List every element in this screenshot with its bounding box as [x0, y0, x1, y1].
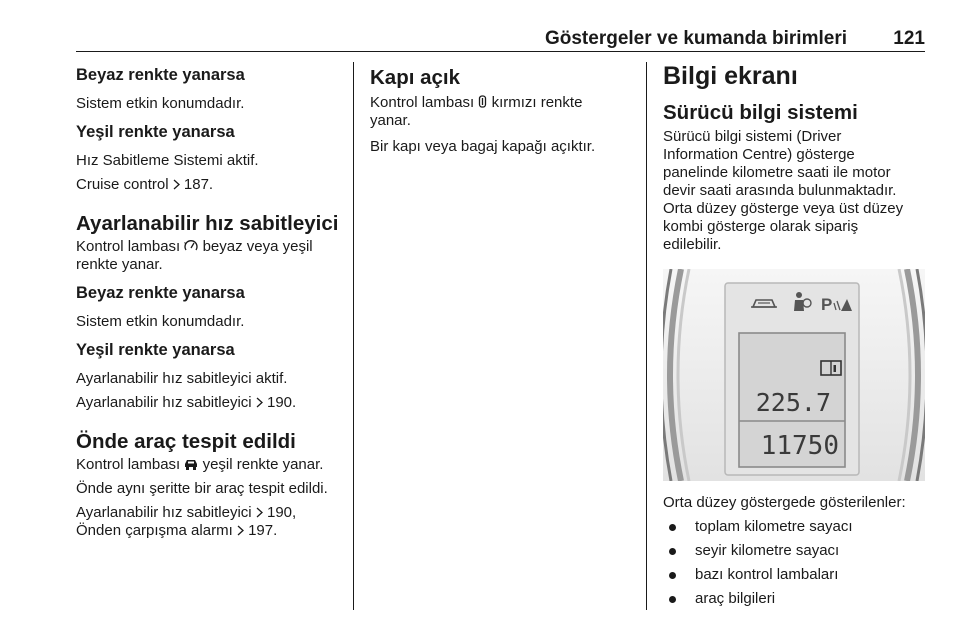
heading-info-display: Bilgi ekranı	[663, 62, 798, 90]
text-vehicle-lamp-b: yeşil renkte yanar.	[202, 456, 324, 473]
heading-driver-info-centre: Sürücü bilgi sistemi	[663, 101, 858, 124]
page-ref-arrow-icon[interactable]	[173, 179, 180, 190]
text-white-2: Sistem etkin konumdadır.	[76, 313, 245, 330]
text-vehicle-ref-label-2: Önden çarpışma alarmı	[76, 522, 233, 539]
text-dic-line: Sürücü bilgi sistemi (Driver	[663, 128, 842, 145]
list-item-text: bazı kontrol lambaları	[695, 566, 839, 583]
text-adaptive-lamp	[76, 238, 344, 274]
text-dic-line: devir saati arasında bulunmaktadır.	[663, 182, 897, 199]
column-2	[370, 62, 632, 156]
instrument-cluster-figure	[663, 269, 925, 481]
bullet-icon	[669, 596, 676, 603]
header-rule	[76, 51, 925, 52]
bullet-icon	[669, 548, 676, 555]
bullet-icon	[669, 572, 676, 579]
heading-door-open: Kapı açık	[370, 66, 461, 89]
column-divider-2	[646, 62, 647, 610]
text-door-lamp	[370, 94, 632, 130]
link-page-190[interactable]: 190.	[266, 394, 297, 411]
list-item	[663, 590, 925, 608]
list-item-text: seyir kilometre sayacı	[695, 542, 840, 559]
heading-green-2: Yeşil renkte yanarsa	[76, 341, 235, 359]
heading-white-2: Beyaz renkte yanarsa	[76, 284, 245, 302]
list-item	[663, 566, 925, 584]
text-door-info: Bir kapı veya bagaj kapağı açıktır.	[370, 138, 596, 155]
text-dic-line: Orta düzey gösterge veya üst düzey	[663, 200, 904, 217]
text-adaptive-lamp-b: beyaz veya yeşil	[202, 238, 313, 255]
odometer-display: 11750	[760, 431, 839, 461]
text-dic-description	[663, 128, 925, 254]
bullet-icon	[669, 524, 676, 531]
text-dic-line: panelinde kilometre saati ile motor	[663, 164, 891, 181]
list-item-text: toplam kilometre sayacı	[695, 518, 853, 535]
text-vehicle-lamp-a: Kontrol lambası	[76, 456, 181, 473]
text-vehicle-detected: Önde aynı şeritte bir araç tespit edildi.	[76, 480, 328, 497]
text-dic-line: Information Centre) gösterge	[663, 146, 855, 163]
text-vehicle-lamp	[76, 456, 344, 474]
heading-adaptive-cruise: Ayarlanabilir hız sabitleyici	[76, 212, 339, 235]
chapter-title: Göstergeler ve kumanda birimleri	[544, 28, 847, 49]
list-item-text: araç bilgileri	[695, 590, 776, 607]
text-adaptive-ref-label: Ayarlanabilir hız sabitleyici	[76, 394, 252, 411]
text-adaptive-lamp-a: Kontrol lambası	[76, 238, 181, 255]
door-open-icon	[478, 95, 487, 108]
text-vehicle-ref-label-1: Ayarlanabilir hız sabitleyici	[76, 504, 252, 521]
text-adaptive-lamp-c: renkte yanar.	[76, 256, 163, 273]
column-3	[663, 62, 925, 608]
link-page-190[interactable]: 190,	[266, 504, 297, 521]
text-door-lamp-a: Kontrol lambası	[370, 94, 475, 111]
column-1	[76, 62, 344, 540]
text-adaptive-ref	[76, 394, 344, 412]
cluster-illustration	[663, 269, 925, 481]
text-cruise-label: Cruise control	[76, 176, 169, 193]
trip-display: 225.7	[755, 388, 831, 417]
text-mid-level-shows: Orta düzey göstergede gösterilenler:	[663, 494, 906, 511]
svg-text:P: P	[821, 295, 833, 314]
text-cruise-ref	[76, 176, 344, 194]
text-door-lamp-c: yanar.	[370, 112, 411, 129]
column-divider-1	[353, 62, 354, 610]
text-green-1: Hız Sabitleme Sistemi aktif.	[76, 152, 259, 169]
text-dic-line: kombi gösterge olarak sipariş	[663, 218, 859, 235]
list-item	[663, 542, 925, 560]
page-ref-arrow-icon[interactable]	[256, 507, 263, 518]
text-green-2: Ayarlanabilir hız sabitleyici aktif.	[76, 370, 288, 387]
page-ref-arrow-icon[interactable]	[256, 397, 263, 408]
text-dic-line: edilebilir.	[663, 236, 722, 253]
page-header	[76, 24, 925, 50]
heading-vehicle-ahead: Önde araç tespit edildi	[76, 430, 296, 453]
page-ref-arrow-icon[interactable]	[237, 525, 244, 536]
display-items-list	[663, 518, 925, 608]
text-white-1: Sistem etkin konumdadır.	[76, 95, 245, 112]
list-item	[663, 518, 925, 536]
text-door-lamp-b: kırmızı renkte	[491, 94, 583, 111]
link-page-187[interactable]: 187.	[183, 176, 214, 193]
link-page-197[interactable]: 197.	[248, 522, 278, 539]
heading-green-1: Yeşil renkte yanarsa	[76, 123, 235, 141]
heading-white-1: Beyaz renkte yanarsa	[76, 66, 245, 84]
adaptive-cruise-icon	[184, 239, 198, 252]
vehicle-ahead-icon	[184, 458, 198, 470]
text-vehicle-refs	[76, 504, 344, 540]
page-number: 121	[893, 28, 925, 49]
